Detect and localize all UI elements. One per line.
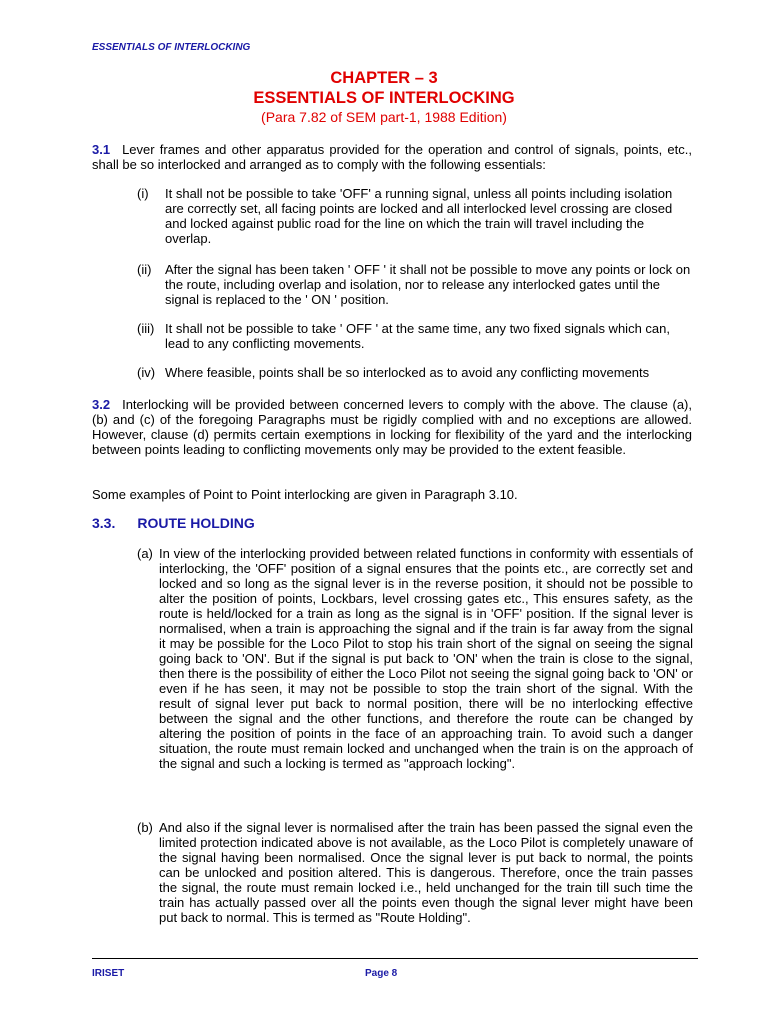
- item-text: It shall not be possible to take ' OFF ' at the same time, any two fixed signals which can, lead to any conflicting movements.: [165, 321, 670, 351]
- chapter-title: ESSENTIALS OF INTERLOCKING: [253, 89, 515, 107]
- list-item: [137, 186, 693, 246]
- item-label: (ii): [137, 262, 152, 277]
- list-item: [137, 365, 693, 380]
- item-label: (iii): [137, 321, 155, 336]
- page-number: Page 8: [365, 968, 398, 979]
- footer-organization: IRISET: [92, 968, 125, 979]
- para-text: Lever frames and other apparatus provided for the operation and control of signals, points, etc., shall be so interlocked and arranged as to comply with the following essentials:: [92, 142, 692, 172]
- item-text: It shall not be possible to take 'OFF' a running signal, unless all points including isolation are correctly set, all facing points are locked and all interlocked level crossing are closed and locked against public road for the line on which the train will travel including the overlap.: [165, 186, 673, 246]
- chapter-title-block: [0, 68, 768, 126]
- section-heading: [92, 515, 255, 531]
- para-number: 3.2: [92, 397, 111, 412]
- list-item: [137, 546, 693, 771]
- para-3-1: [92, 142, 692, 172]
- chapter-reference: (Para 7.82 of SEM part-1, 1988 Edition): [261, 109, 507, 125]
- list-item: [137, 820, 693, 925]
- item-label: (i): [137, 186, 149, 201]
- section-title: ROUTE HOLDING: [137, 515, 255, 531]
- para-text: Interlocking will be provided between concerned levers to comply with the above. The clause (a), (b) and (c) of the foregoing Paragraphs must be rigidly complied with and no exceptions are allowed. However, clause (d) permits certain exemptions in locking for flexibility of the yard and the interlocking between points leading to conflicting movements only may be provided to the extent feasible.: [92, 397, 692, 457]
- item-label: (a): [137, 546, 153, 561]
- item-text: After the signal has been taken ' OFF ' it shall not be possible to move any points or lock on the route, including overlap and isolation, nor to release any interlocked gates until the signal is replaced to the ' ON ' position.: [165, 262, 691, 307]
- para-note: Some examples of Point to Point interlocking are given in Paragraph 3.10.: [92, 487, 518, 502]
- running-header: ESSENTIALS OF INTERLOCKING: [92, 42, 251, 53]
- list-item: [137, 262, 693, 307]
- list-item: [137, 321, 693, 351]
- item-text: And also if the signal lever is normalised after the train has been passed the signal even the limited protection indicated above is not available, as the Loco Pilot is completely unaware of the signal having been normalised. Once the signal lever is put back to normal, the points can be unlocked and position altered. This is dangerous. Therefore, once the train passes the signal, the route must remain locked i.e., held unchanged for the train till such time the train has actually passed over all the points even though the signal lever might have been put back to normal. This is termed as "Route Holding".: [159, 820, 693, 925]
- item-text: Where feasible, points shall be so interlocked as to avoid any conflicting movements: [165, 365, 650, 380]
- footer-divider: [92, 958, 698, 959]
- section-number: 3.3.: [92, 515, 116, 531]
- item-label: (b): [137, 820, 153, 835]
- chapter-number: CHAPTER – 3: [330, 69, 438, 87]
- item-label: (iv): [137, 365, 156, 380]
- item-text: In view of the interlocking provided between related functions in conformity with essentials of interlocking, the 'OFF' position of a signal ensures that the points etc., are correctly set and locked and so long as the signal lever is in the reverse position, it should not be possible to alter the position of points, Lockbars, level crossing gates etc., This ensures safety, as the route is held/locked for a train as long as the signal is in 'OFF' position. If the signal lever is normalised, when a train is approaching the signal and if the train is far away from the signal it may be possible for the Loco Pilot to stop his train short of the signal on seeing the signal going back to 'ON'. But if the signal is put back to 'ON' when the train is close to the signal, then there is the possibility of either the Loco Pilot not seeing the signal going back to 'ON' or even if he has seen, it may not be possible to stop the train short of the signal. With the result of signal lever put back to normal position, there will be no interlocking effective between the signal and the other functions, and therefore the route can be changed by altering the position of points in the face of an approaching train. To avoid such a danger situation, the route must remain locked and unchanged when the train is on the approach of the signal and such a locking is termed as "approach locking".: [159, 546, 693, 771]
- para-3-2: [92, 397, 692, 457]
- para-number: 3.1: [92, 142, 111, 157]
